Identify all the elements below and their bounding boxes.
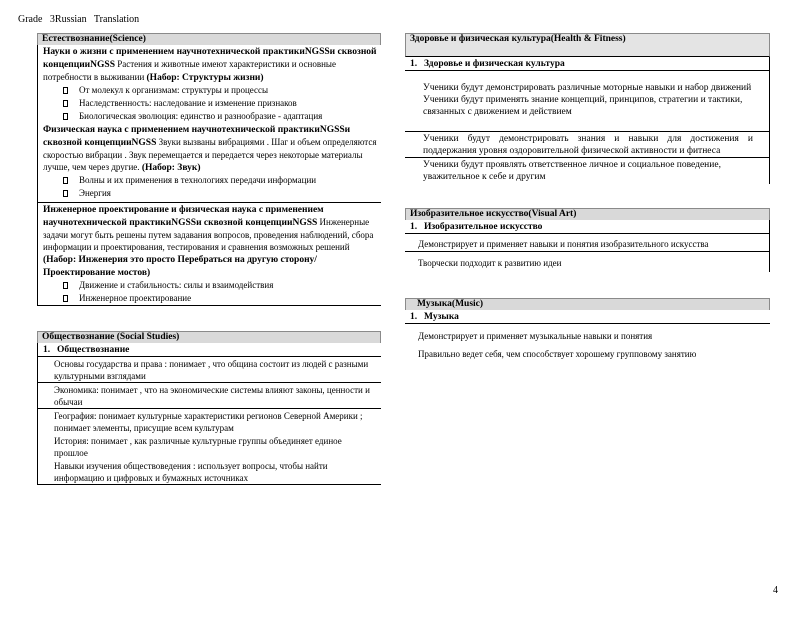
standard-item: Творчески подходит к развитию идеи [418, 258, 562, 268]
health-body [405, 57, 770, 184]
bullet-item [43, 279, 381, 292]
engineering-section [38, 202, 381, 305]
bullet-text: Энергия [79, 188, 111, 198]
bullet-icon [63, 87, 68, 94]
physical-science-paragraph [43, 123, 381, 174]
bullet-icon [63, 295, 68, 302]
life-science-description: Растения и животные имеют характеристики и основные потребности в выживании [43, 59, 336, 82]
section-title: Обществознание [57, 345, 130, 355]
bullet-text: От молекул к организмам: структуры и процессы [79, 85, 269, 95]
engineering-paragraph [43, 203, 381, 279]
standard-item: Ученики будут применять знание концепций, принципов, стратегии и тактики, связанных с движением и действием [405, 94, 769, 132]
section-number: 1. [410, 222, 418, 232]
engineering-description: Инженерные задачи могут быть решены путем задавания вопросов, проведения наблюдений, сбора информации и проектирования, тестирования и сравнения возможных решений [43, 217, 374, 252]
social-studies-body [37, 343, 381, 485]
life-science-section [43, 45, 381, 123]
section-title: Изобразительное искусство [424, 222, 543, 232]
visual-art-title-row [405, 220, 769, 234]
bullet-item [43, 292, 381, 305]
health-title-row [405, 57, 769, 71]
standard-item: История: понимает , как различные культурные группы объединяет единое прошлое [54, 436, 342, 458]
bullet-icon [63, 100, 68, 107]
section-number: 1. [43, 345, 51, 355]
standard-item: Ученики будут проявлять ответственное личное и социальное поведение, уважительное к себе и другим [423, 160, 721, 182]
standard-item: География: понимает культурные характеристики регионов Северной Америки ; понимает элементы, присущие всем культурам [54, 411, 363, 433]
bullet-icon [63, 282, 68, 289]
standard-item: Правильно ведет себя, чем способствует хорошему групповому занятию [418, 349, 697, 359]
bullet-item [43, 97, 381, 110]
section-number: 1. [410, 312, 418, 322]
standard-item: Основы государства и права : понимает , что община состоит из людей с разными культурными взглядами [38, 357, 381, 383]
bullet-item [43, 110, 381, 123]
right-column [405, 33, 770, 360]
social-studies-title-row [38, 343, 381, 357]
bullet-item [43, 174, 381, 187]
physical-science-set: (Набор: Звук) [141, 163, 201, 173]
bullet-icon [63, 190, 68, 197]
standard-item: Ученики будут демонстрировать различные моторные навыки и набор движений [423, 83, 752, 93]
bullet-text: Инженерное проектирование [79, 293, 192, 303]
music-body [405, 310, 770, 360]
left-column [37, 33, 381, 485]
music-box [405, 298, 770, 360]
music-title-row [405, 310, 770, 324]
bullet-text: Биологическая эволюция: единство и разнообразие - адаптация [79, 111, 323, 121]
standard-item: Ученики будут демонстрировать знания и навыки для достижения и поддержания уровня оздоровительной физической активности и фитнеса [405, 132, 769, 158]
page-number: 4 [773, 585, 778, 596]
standard-item: Демонстрирует и применяет навыки и понятия изобразительного искусства [405, 234, 769, 252]
physical-science-section [43, 123, 381, 200]
science-header: Естествознание(Science) [37, 33, 381, 45]
section-title: Здоровье и физическая культура [424, 59, 565, 69]
running-header: Grade 3Russian Translation [18, 14, 140, 25]
bullet-text: Наследственность: наследование и изменение признаков [79, 98, 297, 108]
bullet-text: Движение и стабильность: силы и взаимодействия [79, 280, 274, 290]
standard-item: Экономика: понимает , что на экономические системы влияют законы, ценности и обычаи [38, 383, 381, 409]
life-science-paragraph [43, 45, 381, 84]
life-science-title: Науки о жизни с применением научнотехнической практикиNGSSи сквозной концепцииNGSS [43, 47, 377, 70]
physical-science-title: Физическая наука с применением научнотехнической практикиNGSSи сквозной концепцииNGSS [43, 125, 351, 148]
bullet-icon [63, 113, 68, 120]
visual-art-header: Изобразительное искусство(Visual Art) [405, 208, 770, 220]
life-science-set: (Набор: Структуры жизни) [146, 73, 264, 83]
standard-item: Навыки изучения обществоведения : использует вопросы, чтобы найти информацию и цифровых и бумажных источниках [38, 459, 381, 485]
section-number: 1. [410, 59, 418, 69]
science-body [37, 45, 381, 306]
health-box [405, 33, 770, 184]
engineering-title: Инженерное проектирование и физическая наука с применением научнотехнической практикиNGSSи сквозной концепцииNGSS [43, 205, 324, 228]
health-header: Здоровье и физическая культура(Health & Fitness) [405, 33, 770, 57]
visual-art-body [405, 220, 770, 272]
bullet-item [43, 187, 381, 200]
engineering-set: (Набор: Инженерия это просто Перебраться на другую сторону/Проектирование мостов) [43, 255, 317, 278]
social-studies-box [37, 331, 381, 485]
bullet-text: Волны и их применения в технологиях передачи информации [79, 175, 317, 185]
music-header: Музыка(Music) [405, 298, 770, 310]
bullet-icon [63, 177, 68, 184]
visual-art-box [405, 208, 770, 272]
health-items [405, 71, 769, 184]
science-box [37, 33, 381, 306]
social-studies-header: Обществознание (Social Studies) [37, 331, 381, 343]
section-title: Музыка [424, 312, 459, 322]
bullet-item [43, 84, 381, 97]
standard-item: Демонстрирует и применяет музыкальные навыки и понятия [418, 331, 653, 341]
physical-science-description: Звуки вызваны вибрациями . Шаг и объем определяются скоростью вибрации . Звук перемещается и передается через некоторые материалы лучше, чем через другие. [43, 137, 377, 172]
